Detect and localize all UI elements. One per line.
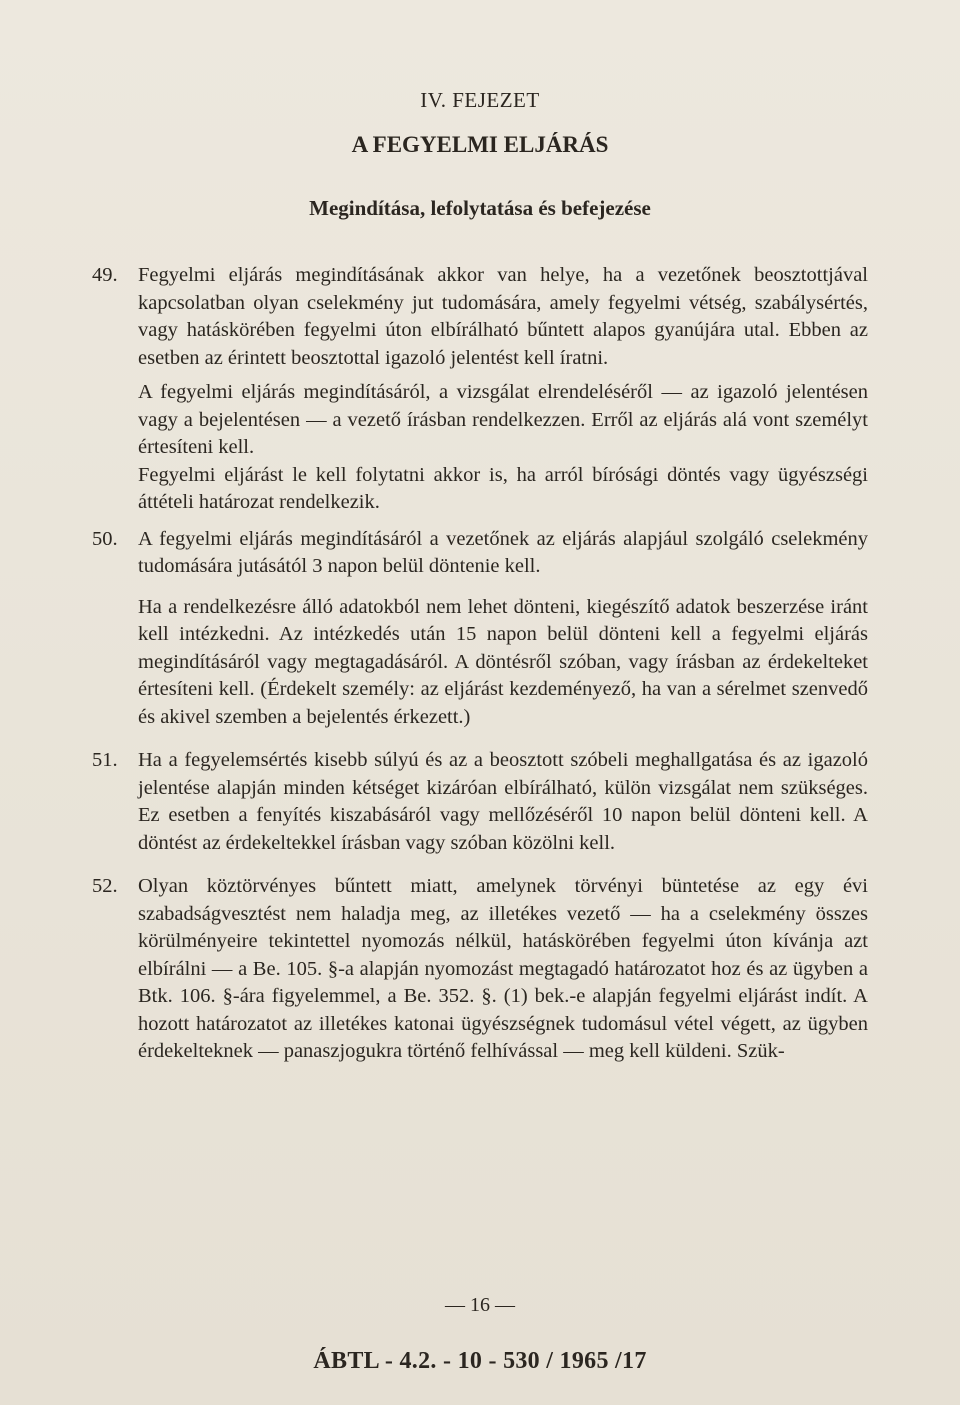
paragraph: Olyan köztörvényes bűntett miatt, amelynek törvényi büntetése az egy évi szabadságvesztést nem haladja meg, az illetékes vezető — ha a cselekmény összes körülményeire tekintettel nyomozás nélkül, hatáskörében fegyelmi úton kívánja azt elbírálni — a Be. 105. §-a alapján nyomozást megtagadó határozatot hoz és az ügyben a Btk. 106. §-ára figyelemmel, a Be. 352. §. (1) bek.-e alapján fegyelmi eljárást indít. A hozott határozatot az illetékes katonai ügyészségnek tudomásul vétel végett, az ügyben érdekelteknek — panaszjogukra történő felhívással — meg kell küldeni. Szük- bbox=[138, 875, 868, 1062]
paragraph: Fegyelmi eljárás megindításának akkor van helye, ha a vezetőnek beosztottjával kapcsolatban olyan cselekmény jut tudomására, amely fegyelmi vétség, szabálysértés, vagy hatáskörében fegyelmi úton elbírálható bűntett alapos gyanújára utal. Ebben az esetben az érintett beosztottal igazoló jelentést kell íratni. bbox=[138, 264, 868, 369]
section-51 bbox=[92, 747, 868, 857]
section-subtitle: Megindítása, lefolytatása és befejezése bbox=[309, 196, 651, 220]
paragraph: Ha a rendelkezésre álló adatokból nem lehet dönteni, kiegészítő adatok beszerzése iránt kell intézkedni. Az intézkedés után 15 napon belül dönteni kell a fegyelmi eljárás megindításáról vagy megtagadásáról. A döntésről szóban, vagy írásban az érdekelteket értesíteni kell. (Érdekelt személy: az eljárást kezdeményező, ha van a sérelmet szenvedő és akivel szemben a bejelentés érkezett.) bbox=[138, 595, 868, 728]
archive-reference: ÁBTL - 4.2. - 10 - 530 / 1965 /17 bbox=[313, 1348, 647, 1374]
paragraph: A fegyelmi eljárás megindításáról, a vizsgálat elrendeléséről — az igazoló jelentésen vagy a bejelentésen — a vezető írásban rendelkezzen. Erről az eljárás alá vont személyt értesíteni kell. bbox=[138, 381, 868, 458]
page-number: — 16 — bbox=[445, 1294, 515, 1316]
section-number: 52. bbox=[92, 875, 118, 897]
section-49 bbox=[92, 262, 868, 517]
section-number: 50. bbox=[92, 527, 118, 550]
section-52 bbox=[92, 873, 868, 1066]
section-number: 51. bbox=[92, 749, 118, 771]
page-title: A FEGYELMI ELJÁRÁS bbox=[351, 132, 609, 157]
document-body bbox=[92, 262, 868, 1066]
paragraph: Ha a fegyelemsértés kisebb súlyú és az a beosztott szóbeli meghallgatása és az igazoló jelentése alapján minden kétséget kizáróan elbírálható, külön vizsgálat nem szükséges. Ez esetben a fenyítés kiszabásáról vagy mellőzéséről 10 napon belül dönteni kell. A döntést az érdekeltekkel írásban vagy szóban közölni kell. bbox=[138, 749, 868, 854]
section-50 bbox=[92, 526, 868, 732]
section-number: 49. bbox=[92, 264, 118, 286]
paragraph: A fegyelmi eljárás megindításáról a vezetőnek az eljárás alapjául szolgáló cselekmény tudomására jutásától 3 napon belül döntenie kell. bbox=[138, 527, 868, 577]
chapter-heading: IV. FEJEZET bbox=[420, 88, 540, 112]
paragraph: Fegyelmi eljárást le kell folytatni akkor is, ha arról bírósági döntés vagy ügyészségi áttételi határozat rendelkezik. bbox=[138, 463, 868, 513]
